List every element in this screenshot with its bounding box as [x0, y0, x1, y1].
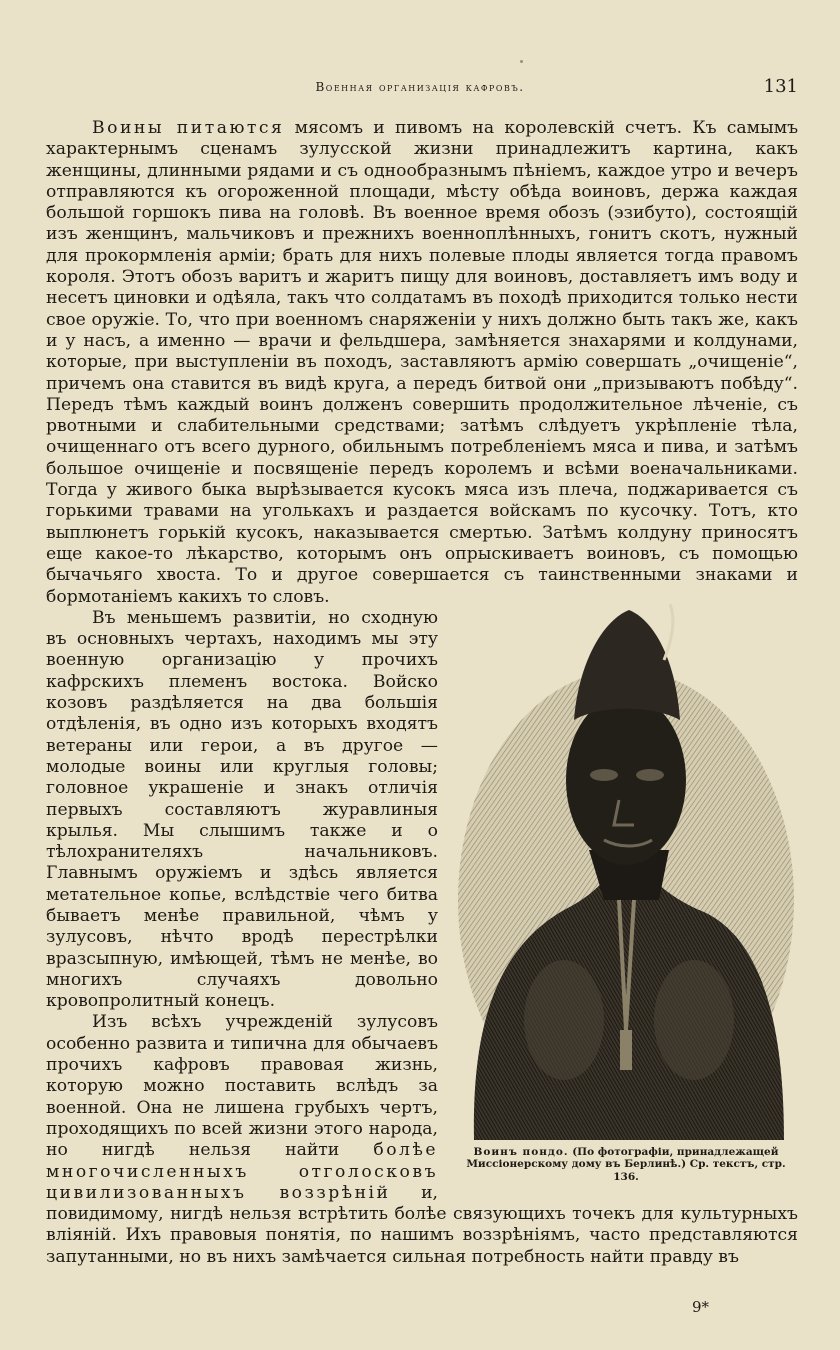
paragraph-3-text-a: Изъ всѣхъ учрежденій зулусовъ особенно развита и типична для обычаевъ прочихъ кафровъ правовая жизнь, которую можно поставить вслѣдъ за военной. Она не лишена грубыхъ чертъ, проходящихъ по всей жизни этого народа, но нигдѣ нельзя найти [46, 1012, 438, 1161]
paragraph-1-lead: Воины питаются [92, 118, 285, 138]
paragraph-3-text-b: и, повидимому, нигдѣ нельзя встрѣтить болѣе связующихъ точекъ для культурныхъ вліяній. Ихъ правовыя понятія, по нашимъ воззрѣніямъ, часто представляются запутанными, но въ нихъ замѣчается сильная потребность найти правду въ [46, 1182, 798, 1267]
running-title: Военная организація кафровъ. [315, 80, 525, 94]
paragraph-1 [46, 118, 798, 608]
page-number: 131 [763, 76, 798, 97]
paper-speck [520, 60, 523, 63]
signature-mark: 9* [692, 1298, 710, 1316]
paragraph-2: Въ меньшемъ развитіи, но сходную въ основныхъ чертахъ, находимъ мы эту военную организацію у прочихъ кафрскихъ племенъ востока. Войско козовъ раздѣляется на два большія отдѣленія, въ одно изъ которыхъ входятъ ветераны или герои, а въ другое — молодые воины или круглыя головы; головное украшеніе и знакъ отличія первыхъ составляютъ журавлиныя крылья. Мы слышимъ также и о тѣлохранителяхъ начальниковъ. Главнымъ оружіемъ и здѣсь является метательное копье, вслѣдствіе чего битва бываетъ менѣе правильной, чѣмъ у зулусовъ, нѣчто вродѣ перестрѣлки вразсыпную, имѣющей, тѣмъ не менѣе, во многихъ случаяхъ довольно кровопролитный конецъ. [46, 607, 438, 1012]
figure-caption-lead: Воинъ пондо. [473, 1145, 569, 1158]
figure-caption [458, 1146, 794, 1184]
figure-caption-text: (По фотографіи, принадлежащей Миссіонерскому дому въ Берлинѣ.) Ср. текстъ, стр. 136. [466, 1145, 786, 1183]
body-text [46, 118, 798, 1268]
paragraph-3-spaced: болѣе многочисленныхъ отголосковъ цивилизованныхъ воззрѣній [46, 1140, 438, 1203]
paragraph-1-text: мясомъ и пивомъ на королевскій счетъ. Къ самымъ характернымъ сценамъ зулусской жизни принадлежитъ картина, какъ женщины, длинными рядами и съ однообразнымъ пѣніемъ, каждое утро и вечеръ отправляются къ огороженной площади, мѣсту обѣда воиновъ, держа каждая большой горшокъ пива на головѣ. Въ военное время обозъ (эзибуто), состоящій изъ женщинъ, мальчиковъ и прежнихъ военноплѣнныхъ, гонитъ скотъ, нужный для прокормленія арміи; брать для нихъ полевые плоды является тогда правомъ короля. Этотъ обозъ варитъ и жаритъ пищу для воиновъ, доставляетъ имъ воду и несетъ циновки и одѣяла, такъ что солдатамъ въ походѣ приходится только нести свое оружіе. То, что при военномъ снаряженіи у нихъ должно быть такъ же, какъ и у насъ, а именно — врачи и фельдшера, замѣняется знахарями и колдунами, которые, при выступленіи въ походъ, заставляютъ армію совершать „очищеніе“, причемъ она ставится въ видѣ круга, а передъ битвой они „призываютъ побѣду“. Передъ тѣмъ каждый воинъ долженъ совершить продолжительное лѣченіе, съ рвотными и слабительными средствами; затѣмъ слѣдуетъ укрѣпленіе тѣла, очищеннаго отъ всего дурного, обильнымъ потребленіемъ мяса и пива, и затѣмъ большое очищеніе и посвященіе передъ королемъ и всѣми военачальниками. Тогда у живого быка вырѣзывается кусокъ мяса изъ плеча, поджаривается съ горькими травами на уголькахъ и раздается войскамъ по кусочку. Тотъ, кто выплюнетъ горькій кусокъ, наказывается смертью. Затѣмъ колдуну приносятъ еще какое-то лѣкарство, которымъ онъ опрыскиваетъ воиновъ, съ помощью бычачьяго хвоста. То и другое совершается съ таинственными знаками и бормотаніемъ какихъ то словъ. [46, 118, 799, 607]
warrior-portrait-engraving [454, 600, 798, 1140]
figure-portrait [454, 608, 798, 1184]
